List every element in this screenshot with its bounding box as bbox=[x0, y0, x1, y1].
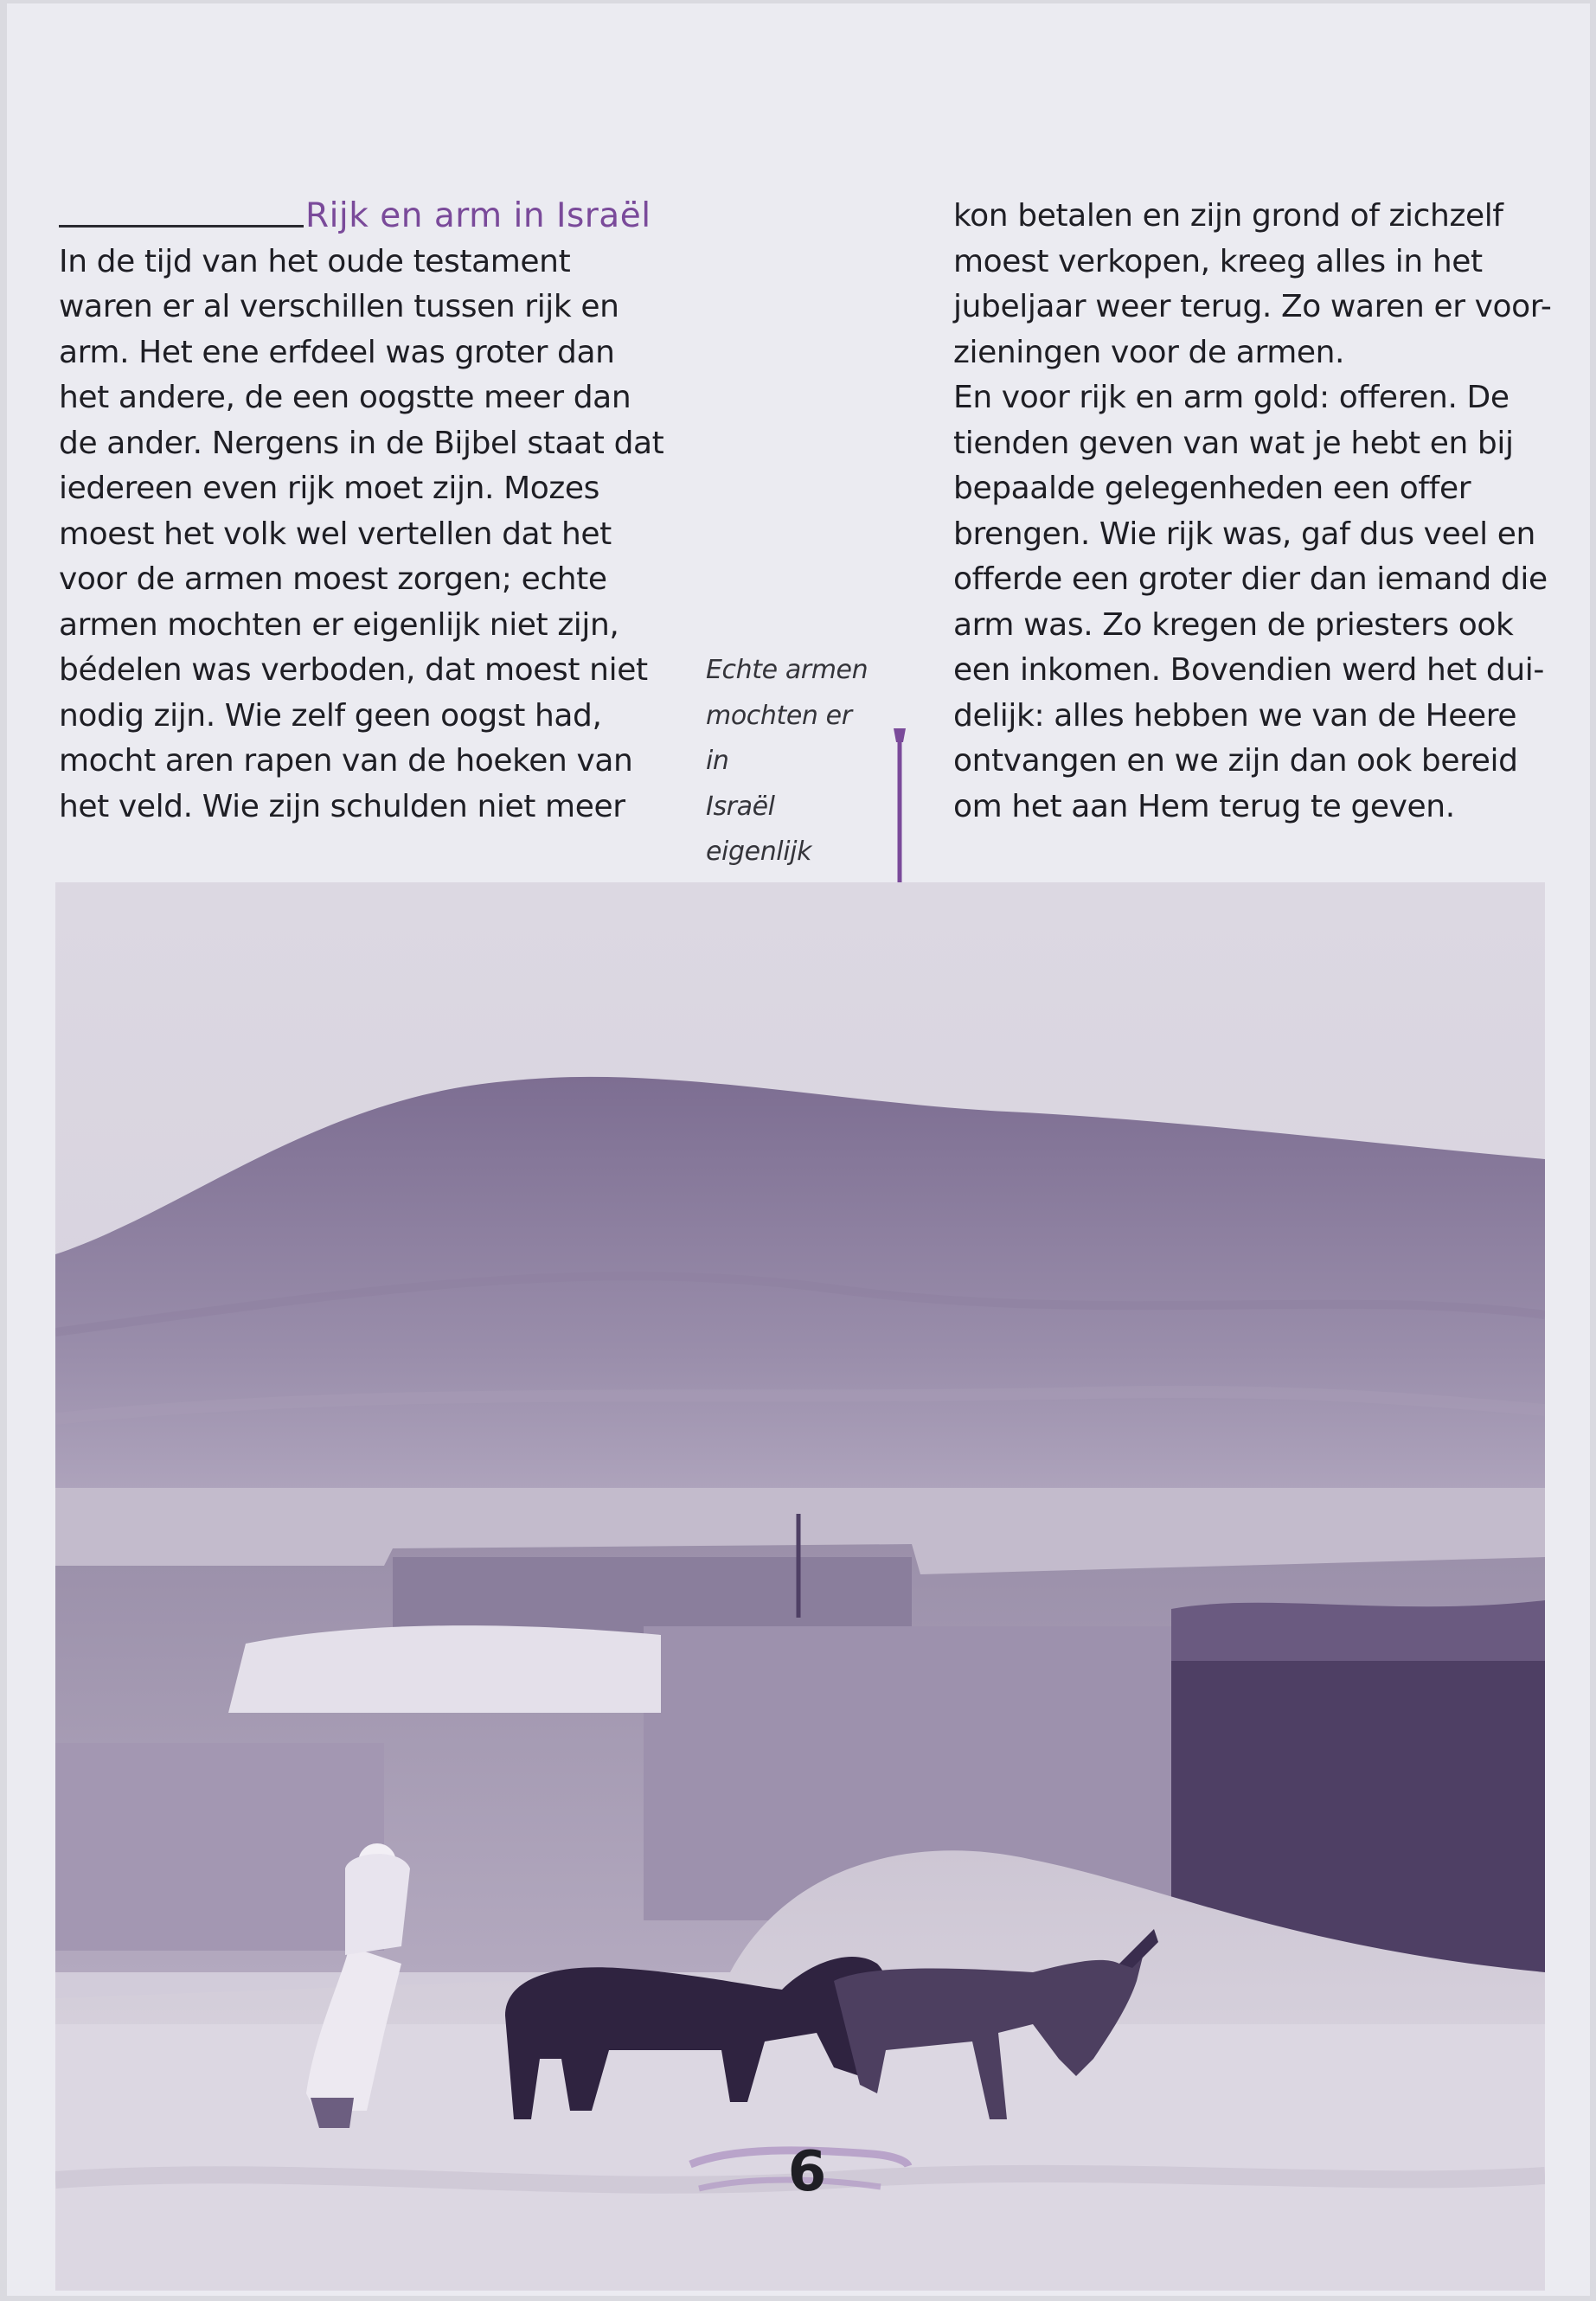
pull-quote-line: Echte armen bbox=[706, 655, 869, 685]
text-line: de ander. Nergens in de Bijbel staat dat bbox=[59, 425, 664, 461]
text-line: ontvangen en we zijn dan ook bereid bbox=[953, 743, 1518, 779]
text-line: mocht aren rapen van de hoeken van bbox=[59, 743, 633, 779]
text-line: armen mochten er eigenlijk niet zijn, bbox=[59, 606, 619, 643]
village-photo bbox=[55, 882, 1545, 2291]
page bbox=[7, 3, 1590, 2296]
text-line: bepaalde gelegenheden een offer bbox=[953, 471, 1471, 506]
text-line: jubeljaar weer terug. Zo waren er voor- bbox=[953, 289, 1552, 324]
text-line: een inkomen. Bovendien werd het dui- bbox=[953, 652, 1544, 688]
text-line: arm was. Zo kregen de priesters ook bbox=[953, 606, 1514, 643]
article-column-right bbox=[953, 194, 1559, 830]
text-line: het andere, de een oogstte meer dan bbox=[59, 380, 631, 415]
page-number-block bbox=[682, 2138, 915, 2208]
text-line: voor de armen moest zorgen; echte bbox=[59, 561, 607, 597]
text-line: offerde een groter dier dan iemand die bbox=[953, 561, 1548, 597]
text-line: bédelen was verboden, dat moest niet bbox=[59, 652, 648, 688]
article-column-left bbox=[59, 194, 664, 830]
text-line: In de tijd van het oude testament bbox=[59, 243, 571, 279]
text-line: om het aan Hem terug te geven. bbox=[953, 788, 1455, 824]
pull-quote bbox=[706, 648, 879, 920]
text-line: brengen. Wie rijk was, gaf dus veel en bbox=[953, 516, 1535, 552]
text-line: waren er al verschillen tussen rijk en bbox=[59, 289, 619, 324]
text-line: het veld. Wie zijn schulden niet meer bbox=[59, 788, 625, 824]
pull-quote-line: mochten er in bbox=[706, 700, 852, 776]
text-line: delijk: alles hebben we van de Heere bbox=[953, 697, 1517, 734]
faded-background-title bbox=[85, 86, 1382, 189]
text-line: nodig zijn. Wie zelf geen oogst had, bbox=[59, 697, 602, 734]
heading-rule bbox=[59, 225, 304, 228]
text-line: moest het volk wel vertellen dat het bbox=[59, 516, 612, 552]
text-line: En voor rijk en arm gold: offeren. De bbox=[953, 380, 1509, 415]
text-line: arm. Het ene erfdeel was groter dan bbox=[59, 334, 615, 370]
pull-quote-line: Israël eigenlijk bbox=[706, 791, 812, 867]
text-line: moest verkopen, kreeg alles in het bbox=[953, 243, 1483, 279]
page-number: 6 bbox=[787, 2140, 827, 2204]
heading-row bbox=[59, 194, 664, 240]
text-line: kon betalen en zijn grond of zichzelf bbox=[953, 198, 1503, 234]
text-line: tienden geven van wat je hebt en bij bbox=[953, 425, 1514, 461]
text-line: iedereen even rijk moet zijn. Mozes bbox=[59, 471, 599, 506]
article-heading: Rijk en arm in Israël bbox=[305, 196, 651, 235]
text-line: zieningen voor de armen. bbox=[953, 334, 1345, 370]
